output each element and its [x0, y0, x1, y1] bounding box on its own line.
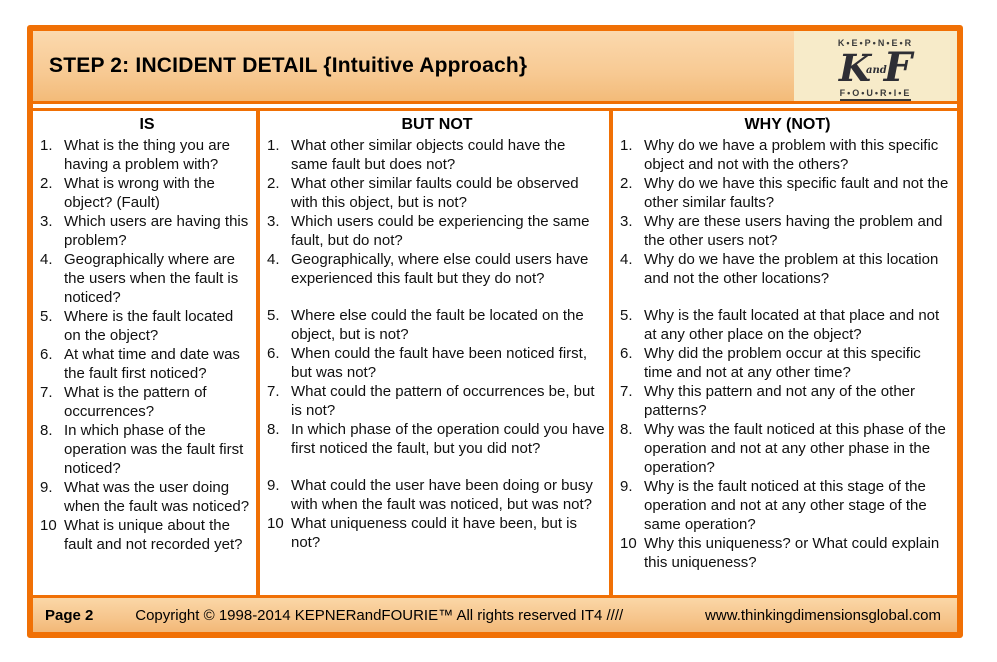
item-text: Why this uniqueness? or What could explain this uniqueness? [644, 535, 940, 571]
item-text: What other similar faults could be observed with this object, but is not? [291, 175, 579, 211]
page-number: Page 2 [45, 606, 94, 624]
item-text: Why do we have a problem with this specific object and not with the others? [644, 137, 939, 173]
kepner-fourie-logo [794, 31, 957, 101]
logo-letter-f: F [883, 44, 913, 91]
item-number: 10 [40, 517, 57, 534]
item-number: 3. [620, 213, 633, 230]
question-item [620, 306, 955, 344]
question-item [40, 250, 254, 307]
item-number: 9. [40, 479, 53, 496]
item-number: 3. [267, 213, 280, 230]
item-text: What other similar objects could have the same fault but does not? [291, 137, 566, 173]
item-text: Why is the fault located at that place and not at any other place on the object? [644, 307, 940, 343]
item-text: What is the thing you are having a problem with? [64, 137, 230, 173]
question-item [267, 174, 607, 212]
slide-frame [27, 25, 963, 638]
item-text: Which users could be experiencing the same fault, but do not? [291, 213, 590, 249]
item-text: When could the fault have been noticed first, but was not? [291, 345, 588, 381]
logo-fourie-text: F•O•U•R•I•E [840, 88, 912, 101]
question-item [620, 382, 955, 420]
question-item [40, 136, 254, 174]
item-text: Where is the fault located on the object? [64, 308, 234, 344]
column-header-is: IS [139, 116, 155, 133]
question-item [620, 212, 955, 250]
question-item [620, 136, 955, 174]
item-number: 1. [267, 137, 280, 154]
item-number: 7. [620, 383, 633, 400]
question-item [620, 344, 955, 382]
item-text: Geographically, where else could users have experienced this fault but they do not? [291, 251, 589, 287]
item-text: What could the pattern of occurrences be, but is not? [291, 383, 595, 419]
column-why-not [613, 111, 957, 595]
item-number: 8. [40, 422, 53, 439]
question-item [40, 345, 254, 383]
item-number: 7. [40, 384, 53, 401]
item-number: 4. [620, 251, 633, 268]
item-number: 10 [620, 535, 637, 552]
question-item [620, 477, 955, 534]
item-text: Why do we have this specific fault and not the other similar faults? [644, 175, 949, 211]
columns-row [33, 108, 957, 595]
logo-and-text: and [866, 65, 887, 76]
question-item [40, 212, 254, 250]
item-text: In which phase of the operation was the fault first noticed? [64, 422, 244, 477]
item-text: What uniqueness could it have been, but is not? [291, 515, 578, 551]
item-text: Why is the fault noticed at this stage of the operation and not at any other stage of the same operation? [644, 478, 927, 533]
question-item [620, 174, 955, 212]
question-item [267, 382, 607, 420]
item-number: 5. [267, 307, 280, 324]
logo-kf-monogram [838, 44, 913, 91]
website-url[interactable]: www.thinkingdimensionsglobal.com [705, 606, 941, 624]
question-item [620, 534, 955, 572]
column-header-but-not: BUT NOT [401, 116, 473, 133]
item-text: What is the pattern of occurrences? [64, 384, 207, 420]
question-item [267, 476, 607, 514]
question-item [267, 250, 607, 288]
question-item [267, 306, 607, 344]
copyright-text: Copyright © 1998-2014 KEPNERandFOURIE™ All rights reserved IT4 //// [135, 606, 624, 624]
item-number: 2. [40, 175, 53, 192]
question-item [267, 136, 607, 174]
item-number: 6. [40, 346, 53, 363]
item-text: Why did the problem occur at this specific time and not at any other time? [644, 345, 921, 381]
item-text: Where else could the fault be located on the object, but is not? [291, 307, 584, 343]
item-number: 1. [40, 137, 53, 154]
item-number: 6. [267, 345, 280, 362]
header-band [33, 31, 957, 104]
item-number: 6. [620, 345, 633, 362]
question-item [40, 383, 254, 421]
item-text: In which phase of the operation could you have first noticed the fault, but you did not? [291, 421, 605, 457]
item-text: What is wrong with the object? (Fault) [64, 175, 215, 211]
item-number: 8. [267, 421, 280, 438]
page-title: STEP 2: INCIDENT DETAIL {Intuitive Approach} [49, 54, 528, 77]
item-number: 3. [40, 213, 53, 230]
item-text: What could the user have been doing or busy with when the fault was noticed, but was not? [291, 477, 593, 513]
item-text: What is unique about the fault and not recorded yet? [64, 517, 243, 553]
question-item [620, 420, 955, 477]
item-number: 5. [620, 307, 633, 324]
question-item [267, 420, 607, 458]
footer-band [33, 595, 957, 632]
item-number: 9. [267, 477, 280, 494]
question-item [40, 478, 254, 516]
item-number: 1. [620, 137, 633, 154]
item-text: What was the user doing when the fault was noticed? [64, 479, 250, 515]
column-header-why-not: WHY (NOT) [744, 116, 831, 133]
item-text: Why was the fault noticed at this phase of the operation and not at any other phase in the operation? [644, 421, 946, 476]
question-item [267, 344, 607, 382]
item-number: 4. [267, 251, 280, 268]
item-number: 9. [620, 478, 633, 495]
item-text: Why are these users having the problem and the other users not? [644, 213, 943, 249]
question-item [267, 212, 607, 250]
question-item [40, 307, 254, 345]
question-item [40, 421, 254, 478]
item-number: 7. [267, 383, 280, 400]
item-text: Which users are having this problem? [64, 213, 249, 249]
item-number: 2. [620, 175, 633, 192]
logo-kepner-text: K•E•P•N•E•R [837, 38, 914, 48]
question-item [620, 250, 955, 288]
item-text: Geographically where are the users when the fault is noticed? [64, 251, 239, 306]
item-number: 8. [620, 421, 633, 438]
column-but-not [260, 111, 609, 595]
item-text: At what time and date was the fault first noticed? [64, 346, 240, 382]
logo-letter-k: K [838, 45, 871, 90]
item-number: 10 [267, 515, 284, 532]
question-item [267, 514, 607, 552]
column-is [33, 111, 256, 595]
item-text: Why do we have the problem at this location and not the other locations? [644, 251, 939, 287]
item-text: Why this pattern and not any of the other patterns? [644, 383, 915, 419]
item-number: 4. [40, 251, 53, 268]
item-number: 5. [40, 308, 53, 325]
question-item [40, 174, 254, 212]
question-item [40, 516, 254, 554]
item-number: 2. [267, 175, 280, 192]
